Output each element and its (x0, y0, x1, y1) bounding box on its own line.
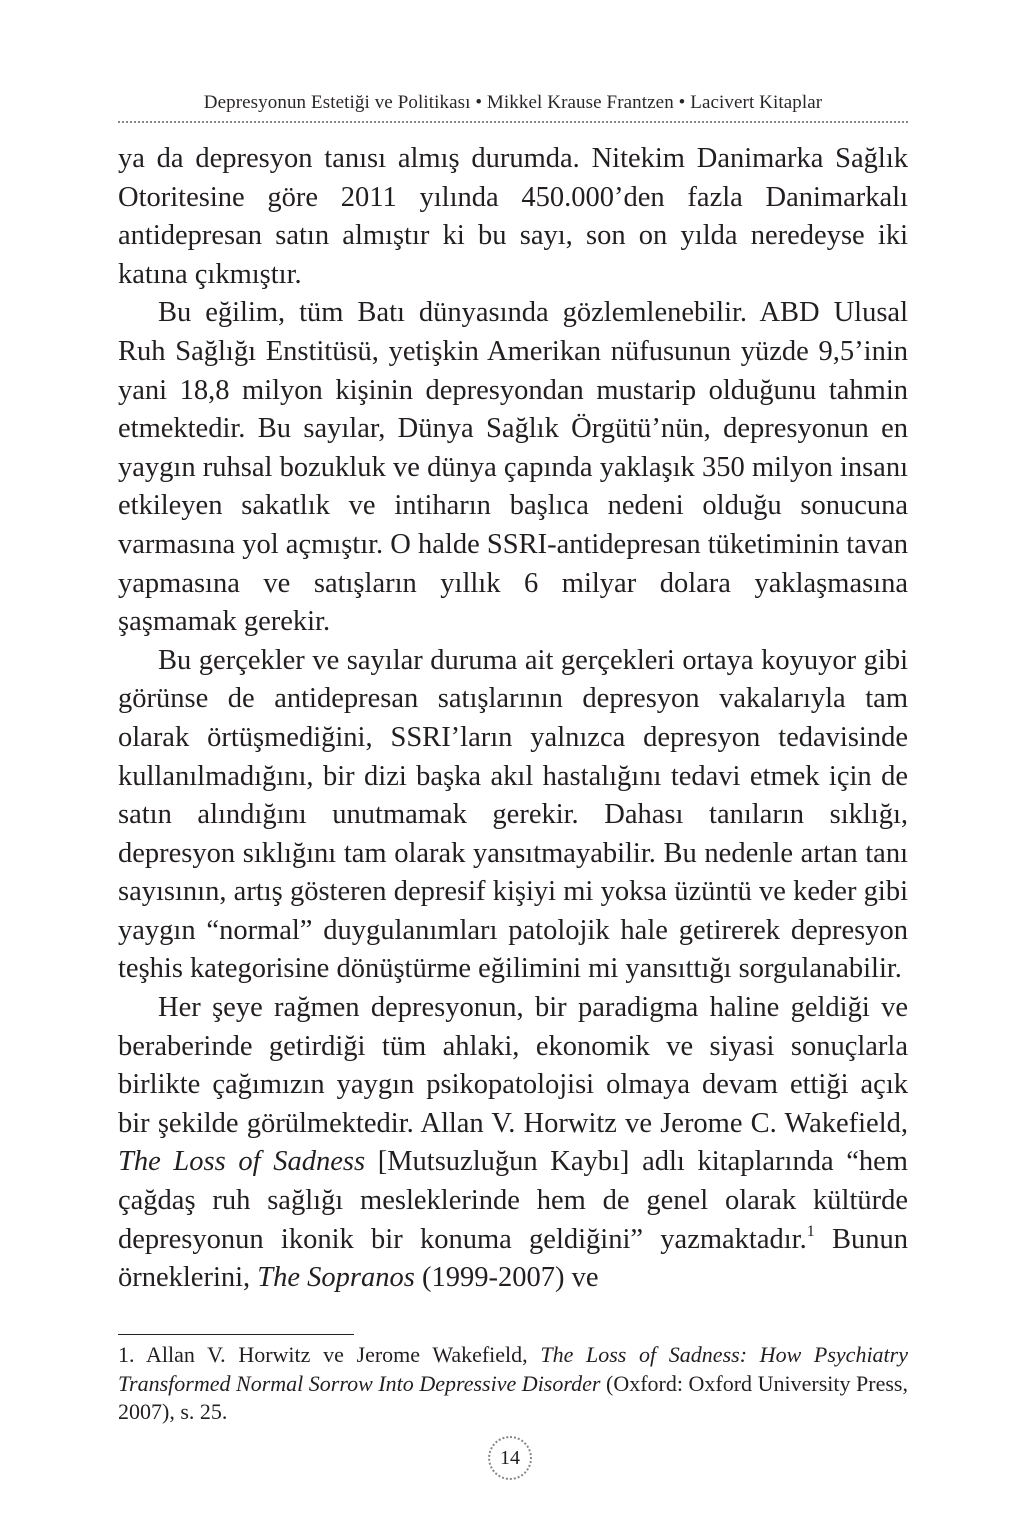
footnote-divider (118, 1334, 354, 1335)
paragraph-2: Bu eğilim, tüm Batı dünyasında gözlemlenebilir. ABD Ulusal Ruh Sağlığı Enstitüsü, yetişkin Amerikan nüfusunun yüzde 9,5’inin yani 18,8 milyon kişinin depresyondan mustarip olduğunu tahmin etmektedir. Bu sayılar, Dünya Sağlık Örgütü’nün, depresyonun en yaygın ruhsal bozukluk ve dünya çapında yaklaşık 350 milyon insanı etkileyen sakatlık ve intiharın başlıca nedeni olduğu sonucuna varmasına yol açmıştır. O halde SSRI-antidepresan tüketiminin tavan yapmasına ve satışların yıllık 6 milyar dolara yaklaşmasına şaşmamak gerekir. (118, 297, 908, 638)
footnote-book-title: The Loss of Sadness: How Psychiatry Transformed Normal Sorrow Into Depressive Disorder (118, 1342, 908, 1396)
book-title-loss-of-sadness: The Loss of Sadness (118, 1146, 366, 1178)
paragraph-4-text-a: Her şeye rağmen depresyonun, bir paradigma haline geldiği ve beraberinde getirdiği tüm ahlaki, ekonomik ve siyasi sonuçlarla birlikte çağımızın yaygın psikopatolojisi olmaya devam ettiği açık bir şekilde görülmektedir. Allan V. Horwitz ve Jerome C. Wakefield, (118, 992, 908, 1139)
paragraph-4-text-c: Bunun örneklerini, (118, 1223, 908, 1294)
footnote-reference[interactable]: 1 (806, 1222, 815, 1240)
footnote (118, 1341, 908, 1427)
page-number: 14 (488, 1436, 532, 1480)
paragraph-3: Bu gerçekler ve sayılar duruma ait gerçekleri ortaya koyuyor gibi görünse de antidepresan satışlarının depresyon vakalarıyla tam olarak örtüşmediğini, SSRI’ların yalnızca depresyon tedavisinde kullanılmadığını, bir dizi başka akıl hastalığını tedavi etmek için de satın alındığını unutmamak gerekir. Dahası tanıların sıklığı, depresyon sıklığını tam olarak yansıtmayabilir. Bu nedenle artan tanı sayısının, artış gösteren depresif kişiyi mi yoksa üzüntü ve keder gibi yaygın “normal” duygulanımları patolojik hale getirerek depresyon teşhis kategorisine dönüştürme eğilimini mi yansıttığı sorgulanabilir. (118, 644, 908, 985)
body-text (118, 140, 908, 1298)
footnote-text-b: (Oxford: Oxford University Press, 2007), s. 25. (118, 1370, 908, 1424)
paragraph-1: ya da depresyon tanısı almış durumda. Nitekim Danimarka Sağlık Otoritesine göre 2011 yılında 450.000’den fazla Danimarkalı antidepresan satın almıştır ki bu sayı, son on yılda neredeyse iki katına çıkmıştır. (118, 143, 908, 290)
paragraph-4-text-d: (1999-2007) ve (414, 1262, 599, 1294)
book-page (118, 0, 908, 1536)
paragraph-4 (118, 989, 908, 1298)
footnote-text-a: 1. Allan V. Horwitz ve Jerome Wakefield, (118, 1342, 541, 1367)
paragraph-4-text-b: [Mutsuzluğun Kaybı] adlı kitaplarında “hem çağdaş ruh sağlığı mesleklerinde hem de genel olarak kültürde depresyonun ikonik bir konuma geldiğini” yazmaktadır. (118, 1146, 908, 1255)
series-title-sopranos: The Sopranos (257, 1262, 415, 1294)
header-divider (118, 121, 908, 123)
running-header: Depresyonun Estetiği ve Politikası • Mikkel Krause Frantzen • Lacivert Kitaplar (203, 92, 823, 113)
